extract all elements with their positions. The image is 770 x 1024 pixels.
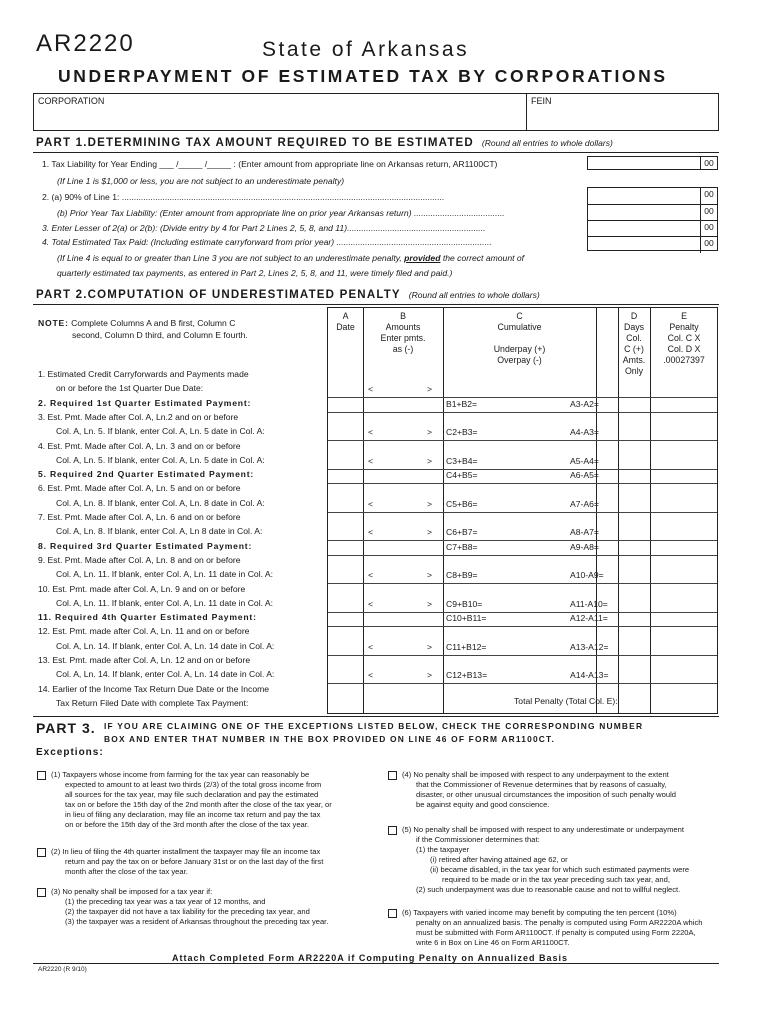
table-row-line (328, 469, 717, 470)
part2-line-label: 9. Est. Pmt. Made after Col. A, Ln. 8 and on or before (38, 554, 241, 565)
lt-marker: < (368, 455, 374, 466)
lt-marker: < (368, 570, 374, 581)
part2-line-label: Col. A, Ln. 5. If blank, enter Col. A, Ln. 5 date in Col. A: (56, 454, 265, 465)
part2-line-label: Col. A, Ln. 8. If blank, enter Col. A, Ln. 8 date in Col. A: (56, 497, 265, 508)
formula-c: C8+B9= (446, 570, 478, 581)
exception-line: expected to amount to at least two thirds (2/3) of the total gross income from (65, 780, 322, 789)
cents: 00 (700, 188, 717, 204)
part2-line-label: Col. A, Ln. 5. If blank, enter Col. A, Ln. 5 date in Col. A: (56, 426, 265, 437)
lt-marker: < (368, 427, 374, 438)
exception-line: month after the close of the tax year. (65, 867, 188, 876)
exception-2-checkbox[interactable] (37, 848, 46, 857)
formula-d: A10-A9= (570, 570, 604, 581)
lt-marker: < (368, 598, 374, 609)
state-name: State of Arkansas (262, 38, 470, 61)
exception-line: tax on or before the 15th day of the 2nd month after the close of the tax year, or (65, 800, 332, 809)
part1-line1: 1. Tax Liability for Year Ending ___ /_____ /_____ : (Enter amount from appropriate line on Arkansas return, AR1100CT) (42, 159, 498, 169)
exception-line: (2) In lieu of filing the 4th quarter installment the taxpayer may file an income tax (51, 847, 321, 856)
exceptions-label: Exceptions: (36, 747, 104, 758)
part2-line-label: Col. A, Ln. 11. If blank, enter Col. A, Ln. 11 date in Col. A: (56, 597, 274, 608)
formula-c: C11+B12= (446, 641, 487, 652)
formula-d: A13-A12= (570, 641, 609, 652)
col-e-header: E Penalty Col. C X Col. D X .00027397 (663, 311, 705, 365)
part2-line-label: Col. A, Ln. 14. If blank, enter Col. A, Ln. 14 date in Col. A: (56, 640, 275, 651)
formula-d: A6-A5= (570, 470, 599, 481)
formula-d: A4-A3= (570, 427, 599, 438)
exception-line: all sources for the tax year, may file such declaration and pay the estimated (65, 790, 319, 799)
exception-line: (2) such underpayment was due to reasonable cause and not to willful neglect. (416, 885, 681, 894)
part2-line-label: Col. A, Ln. 14. If blank, enter Col. A, Ln. 14 date in Col. A: (56, 669, 275, 680)
gt-marker: > (427, 598, 433, 609)
cents: 00 (700, 204, 717, 221)
gt-marker: > (427, 427, 433, 438)
part2-line-label: 5. Required 2nd Quarter Estimated Payment: (38, 469, 255, 480)
exception-line: (4) No penalty shall be imposed with respect to any underpayment to the extent (402, 770, 669, 779)
table-row-line (328, 583, 717, 584)
lines2-4-amount-box[interactable] (587, 187, 718, 251)
part2-line-label: 13. Est. Pmt. made after Col. A, Ln. 12 and on or before (38, 655, 251, 665)
formula-c: C2+B3= (446, 427, 478, 438)
attach-note: Attach Completed Form AR2220A if Computing Penalty on Annualized Basis (172, 953, 569, 963)
formula-c: C9+B10= (446, 598, 483, 609)
corporation-info-box (33, 93, 719, 131)
exception-line: (2) the taxpayer did not have a tax liability for the preceding tax year, and (65, 907, 310, 916)
formula-c: C7+B8= (446, 541, 478, 552)
lt-marker: < (368, 670, 374, 681)
footer-rule (33, 963, 719, 964)
instr-text: Complete Columns A and B first, Column C (71, 318, 236, 328)
part1-line2a: 2. (a) 90% of Line 1: ....................................................................................................................................... (42, 192, 445, 202)
part1-line4-note-cont: quarterly estimated tax payments, as entered in Part 2, Lines 2, 5, 8, and 11, were timely filed and paid.) (57, 268, 453, 278)
part2-rule (33, 304, 719, 305)
exception-4-text (402, 770, 676, 810)
part2-line-label: 14. Earlier of the Income Tax Return Due Date or the Income (38, 683, 270, 694)
exception-line: (1) Taxpayers whose income from farming for the tax year can reasonably be (51, 770, 310, 779)
penalty-table (327, 307, 718, 714)
part2-line-label: 3. Est. Pmt. Made after Col. A, Ln.2 and on or before (38, 411, 239, 422)
exception-line: be against equity and good conscience. (416, 800, 550, 809)
part2-heading (36, 289, 540, 301)
exception-line: (5) No penalty shall be imposed with respect to any underestimate or underpayment (402, 825, 684, 834)
part2-line-label: 10. Est. Pmt. made after Col. A, Ln. 9 and on or before (38, 583, 246, 594)
col-a-header: A Date (336, 311, 355, 332)
form-id: AR2220 (36, 30, 135, 57)
exception-line: required to be made or in the tax year preceding such tax year, and, (442, 875, 670, 884)
formula-c: C4+B5= (446, 470, 478, 481)
table-row-line (328, 555, 717, 556)
lt-marker: < (368, 527, 374, 538)
part1-line4-note (57, 253, 524, 264)
lt-marker: < (368, 384, 374, 395)
part2-note: (Round all entries to whole dollars) (408, 290, 540, 300)
formula-c: C12+B13= (446, 670, 488, 681)
table-row-line (328, 540, 717, 541)
part2-instructions (38, 318, 235, 329)
exception-line: write 6 in Box on Line 46 on Form AR1100CT. (416, 938, 570, 947)
gt-marker: > (427, 570, 433, 581)
part2-line-label: Col. A, Ln. 8. If blank, enter Col. A, Ln 8 date in Col. A: (56, 526, 263, 537)
formula-d: A12-A11= (570, 613, 608, 624)
formula-c: C6+B7= (446, 527, 478, 538)
part3-label: PART 3. (36, 720, 96, 736)
lt-marker: < (368, 498, 374, 509)
corporation-label: CORPORATION (38, 96, 105, 106)
part2-line-label: 12. Est. Pmt. made after Col. A, Ln. 11 and on or before (38, 626, 250, 637)
formula-c: C5+B6= (446, 498, 478, 509)
exception-line: (ii) became disabled, in the tax year for which such estimated payments were (430, 865, 690, 874)
exception-line: in lieu of filing any declaration, may file an income tax return and pay the tax (65, 810, 321, 819)
table-row-line (328, 397, 717, 398)
formula-d: A11-A10= (570, 598, 608, 609)
part1-line1-note: (If Line 1 is $1,000 or less, you are not subject to an underestimate penalty) (57, 176, 345, 186)
table-row-line (328, 512, 717, 513)
part2-instructions-cont: second, Column D third, and Column E fourth. (72, 330, 248, 340)
part1-line2b: (b) Prior Year Tax Liability: (Enter amount from appropriate line on prior year Arkansas return) ...................................... (57, 208, 505, 218)
part2-line-label: Col. A, Ln. 11. If blank, enter Col. A, Ln. 11 date in Col. A: (56, 569, 274, 580)
part2-heading-text: PART 2.COMPUTATION OF UNDERESTIMATED PENALTY (36, 289, 401, 301)
gt-marker: > (427, 641, 433, 652)
gt-marker: > (427, 455, 433, 466)
table-row-line (328, 412, 717, 413)
lt-marker: < (368, 641, 374, 652)
exception-line: (1) the preceding tax year was a tax year of 12 months, and (65, 897, 266, 906)
part2-line-label: 7. Est. Pmt. Made after Col. A, Ln. 6 and on or before (38, 512, 241, 522)
exception-line: (1) the taxpayer (416, 845, 470, 854)
table-row-line (328, 655, 717, 656)
exception-5-text (402, 825, 689, 895)
exception-line: disaster, or other unusual circumstances the imposition of such penalty would (416, 790, 677, 799)
exception-2-text (51, 847, 323, 877)
gt-marker: > (427, 527, 433, 538)
part1-rule (33, 152, 719, 153)
part1-line4: 4. Total Estimated Tax Paid: (Including estimate carryforward from prior year) ................................................................. (42, 237, 492, 247)
cents: 00 (700, 236, 717, 253)
cents: 00 (700, 157, 717, 169)
exception-5-checkbox[interactable] (388, 826, 397, 835)
form-revision: AR2220 (R 9/10) (38, 966, 87, 973)
part3-rule (33, 716, 719, 717)
exception-line: that the Commissioner of Revenue determines that by reasons of casualty, (416, 780, 667, 789)
exception-3-checkbox[interactable] (37, 888, 46, 897)
gt-marker: > (427, 670, 433, 681)
formula-d: A8-A7= (570, 527, 599, 538)
gt-marker: > (427, 498, 433, 509)
exception-line: must be submitted with Form AR1100CT. If penalty is computed using Form 2220A, (416, 928, 696, 937)
formula-c: B1+B2= (446, 398, 478, 409)
cents: 00 (700, 220, 717, 237)
exception-line: (6) Taxpayers with varied income may benefit by computing the ten percent (10%) (402, 908, 677, 917)
formula-c: C3+B4= (446, 455, 478, 466)
line1-amount-box[interactable] (587, 156, 718, 170)
part2-line-label: 6. Est. Pmt. Made after Col. A, Ln. 5 and on or before (38, 483, 241, 494)
fein-label: FEIN (531, 96, 552, 106)
exception-line: penalty on an annualized basis. The penalty is computed using Form AR2220A which (416, 918, 703, 927)
note-text: the correct amount of (442, 253, 525, 263)
col-c-header: C Cumulative Underpay (+) Overpay (-) (493, 311, 546, 365)
part3-text: IF YOU ARE CLAIMING ONE OF THE EXCEPTIONS LISTED BELOW, CHECK THE CORRESPONDING NUMBER (104, 721, 644, 731)
col-b-header: B Amounts Enter pmts. as (-) (380, 311, 426, 354)
total-penalty-label: Total Penalty (Total Col. E): (514, 696, 618, 706)
part1-heading-text: PART 1.DETERMINING TAX AMOUNT REQUIRED TO BE ESTIMATED (36, 137, 474, 149)
gt-marker: > (427, 384, 433, 395)
fein-field[interactable] (526, 94, 556, 130)
note-label: NOTE: (38, 318, 69, 328)
table-row-line (328, 440, 717, 441)
col-d-header: D Days Col. C (+) Amts. Only (622, 311, 646, 376)
table-row-line (328, 626, 717, 627)
part2-line-label: Tax Return Filed Date with complete Tax Payment: (56, 697, 249, 708)
exception-6-checkbox[interactable] (388, 909, 397, 918)
exception-1-checkbox[interactable] (37, 771, 46, 780)
part1-heading (36, 137, 613, 149)
part2-line-label: 8. Required 3rd Quarter Estimated Payment: (38, 540, 253, 551)
part2-line-label: 1. Estimated Credit Carryforwards and Payments made (38, 369, 249, 379)
note-text: (If Line 4 is equal to or greater than Line 3 you are not subject to an underestimate penalty, (57, 253, 402, 263)
part2-line-label: 4. Est. Pmt. Made after Col. A, Ln. 3 and on or before (38, 440, 241, 451)
form-title: UNDERPAYMENT OF ESTIMATED TAX BY CORPORATIONS (58, 66, 668, 86)
exception-3-text (51, 887, 328, 927)
part2-line-label: 11. Required 4th Quarter Estimated Payment: (38, 612, 257, 623)
exception-4-checkbox[interactable] (388, 771, 397, 780)
formula-d: A3-A2= (570, 398, 599, 409)
exception-line: (i) retired after having attained age 62, or (430, 855, 568, 864)
formula-d: A9-A8= (570, 541, 599, 552)
table-row-line (328, 612, 717, 613)
formula-d: A5-A4= (570, 455, 599, 466)
formula-c: C10+B11= (446, 613, 487, 624)
exception-line: (3) No penalty shall be imposed for a tax year if: (51, 887, 213, 896)
table-row-line (328, 683, 717, 684)
part3-instructions (104, 720, 643, 746)
part2-line-label: 2. Required 1st Quarter Estimated Payment: (38, 397, 252, 408)
exception-1-text (51, 770, 332, 830)
formula-d: A14-A13= (570, 670, 609, 681)
part2-line-label: on or before the 1st Quarter Due Date: (56, 383, 204, 394)
table-row-line (328, 483, 717, 484)
part1-line3: 3. Enter Lesser of 2(a) or 2(b): (Divide entry by 4 for Part 2 Lines 2, 5, 8, and 11).......................................................... (42, 223, 486, 233)
exception-line: if the Commissioner determines that: (416, 835, 540, 844)
part3-text: BOX AND ENTER THAT NUMBER IN THE BOX PROVIDED ON LINE 46 OF FORM AR1100CT. (104, 734, 555, 744)
part1-note: (Round all entries to whole dollars) (481, 138, 613, 148)
exception-line: (3) the taxpayer was a resident of Arkansas throughout the preceding tax year. (65, 917, 329, 926)
provided-word: provided (404, 253, 441, 263)
exception-6-text (402, 908, 703, 948)
exception-line: return and pay the tax on or before January 31st or on the last day of the first (65, 857, 324, 866)
formula-d: A7-A6= (570, 498, 599, 509)
exception-line: on or before the 15th day of the 3rd month after the close of the tax year. (65, 820, 309, 829)
